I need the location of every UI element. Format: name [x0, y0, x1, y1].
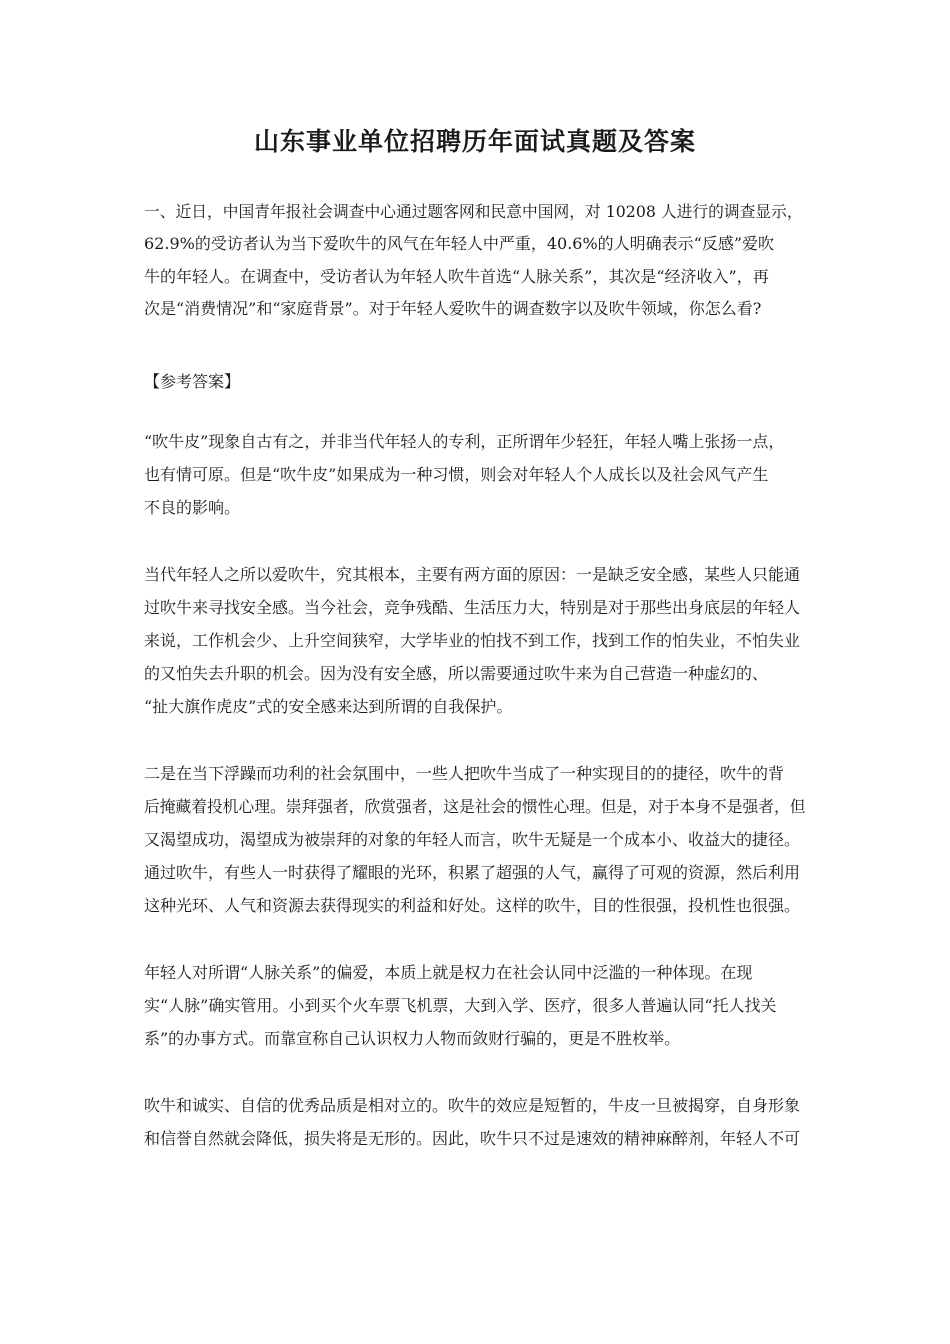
paragraph-4-line-4: 的又怕失去升职的机会。因为没有安全感，所以需要通过吹牛来为自己营造一种虚幻的、 — [144, 664, 769, 683]
paragraph-7-line-1: 吹牛和诚实、自信的优秀品质是相对立的。吹牛的效应是短暂的，牛皮一旦被揭穿，自身形象 — [144, 1096, 801, 1115]
paragraph-1-line-1: 一、近日，中国青年报社会调查中心通过题客网和民意中国网，对 10208 人进行的调查显示， — [144, 202, 803, 221]
paragraph-7-line-2: 和信誉自然就会降低，损失将是无形的。因此，吹牛只不过是速效的精神麻醉剂，年轻人不可 — [144, 1129, 801, 1148]
paragraph-3-line-2: 也有情可原。但是“吹牛皮”如果成为一种习惯，则会对年轻人个人成长以及社会风气产生 — [144, 465, 769, 484]
paragraph-3-line-1: “吹牛皮”现象自古有之，并非当代年轻人的专利，正所谓年少轻狂，年轻人嘴上张扬一点， — [144, 432, 785, 451]
paragraph-5-line-4: 通过吹牛，有些人一时获得了耀眼的光环，积累了超强的人气，赢得了可观的资源，然后利用 — [144, 863, 801, 882]
paragraph-5-line-5: 这种光环、人气和资源去获得现实的利益和好处。这样的吹牛，目的性很强，投机性也很强。 — [144, 896, 801, 915]
paragraph-5-line-2: 后掩藏着投机心理。崇拜强者，欣赏强者，这是社会的惯性心理。但是，对于本身不是强者，但 — [144, 797, 806, 816]
reference-answer-heading: 【参考答案】 — [144, 372, 241, 391]
paragraph-4-line-2: 过吹牛来寻找安全感。当今社会，竞争残酷、生活压力大，特别是对于那些出身底层的年轻人 — [144, 598, 801, 617]
paragraph-6-line-1: 年轻人对所谓“人脉关系”的偏爱，本质上就是权力在社会认同中泛滥的一种体现。在现 — [144, 963, 753, 982]
paragraph-6-line-2: 实“人脉”确实管用。小到买个火车票飞机票，大到入学、医疗，很多人普遍认同“托人找关 — [144, 996, 777, 1015]
paragraph-4-line-1: 当代年轻人之所以爱吹牛，究其根本，主要有两方面的原因：一是缺乏安全感，某些人只能通 — [144, 565, 801, 584]
paragraph-6-line-3: 系”的办事方式。而靠宣称自己认识权力人物而敛财行骗的，更是不胜枚举。 — [144, 1029, 681, 1048]
document-title: 山东事业单位招聘历年面试真题及答案 — [253, 127, 696, 156]
paragraph-5-line-1: 二是在当下浮躁而功利的社会氛围中，一些人把吹牛当成了一种实现目的的捷径，吹牛的背 — [144, 764, 785, 783]
paragraph-4-line-5: “扯大旗作虎皮”式的安全感来达到所谓的自我保护。 — [144, 697, 513, 716]
paragraph-1-line-4: 次是“消费情况”和“家庭背景”。对于年轻人爱吹牛的调查数字以及吹牛领域，你怎么看? — [144, 299, 762, 318]
paragraph-4-line-3: 来说，工作机会少、上升空间狭窄，大学毕业的怕找不到工作，找到工作的怕失业，不怕失业 — [144, 631, 801, 650]
paragraph-5-line-3: 又渴望成功，渴望成为被崇拜的对象的年轻人而言，吹牛无疑是一个成本小、收益大的捷径。 — [144, 830, 801, 849]
paragraph-3-line-3: 不良的影响。 — [144, 498, 241, 517]
paragraph-1-line-2: 62.9%的受访者认为当下爱吹牛的风气在年轻人中严重，40.6%的人明确表示“反感”爱吹 — [144, 234, 775, 253]
paragraph-1-line-3: 牛的年轻人。在调查中，受访者认为年轻人吹牛首选“人脉关系”，其次是“经济收入”，再 — [144, 267, 769, 286]
